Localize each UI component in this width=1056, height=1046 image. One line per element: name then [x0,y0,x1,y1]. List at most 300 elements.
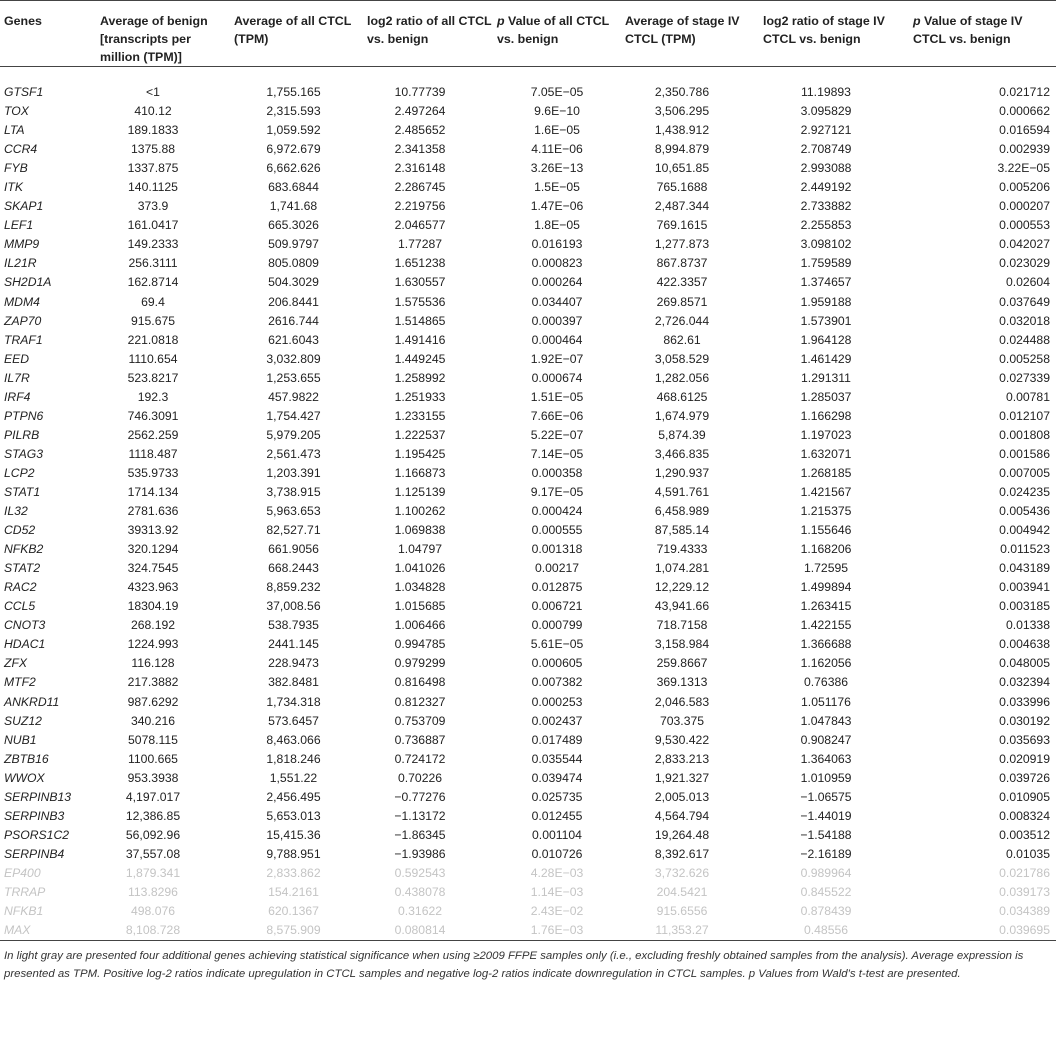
avg-benign-cell: 1118.487 [128,446,178,461]
log2-stage-iv-cell: 2.708749 [800,142,852,157]
avg-stage-iv-cell: 718.7158 [656,618,708,633]
p-stage-iv-cell: 0.004942 [999,523,1050,538]
p-all-cell: 0.000253 [531,694,583,709]
avg-all-ctcl-cell: 1,818.246 [266,751,321,766]
p-all-cell: 5.22E−07 [530,427,584,442]
p-stage-iv-cell: 0.003941 [999,580,1050,595]
p-all-cell: 0.000555 [531,523,583,538]
avg-benign-cell: 1,879.341 [125,865,181,880]
p-all-cell: 1.92E−07 [530,351,584,366]
log2-all-cell: 1.195425 [394,446,446,461]
log2-all-cell: 0.753709 [394,713,446,728]
avg-stage-iv-cell: 2,726.044 [654,313,710,328]
log2-all-cell: 1.491416 [394,332,446,347]
log2-stage-iv-cell: 0.48556 [803,923,849,938]
avg-all-ctcl-cell: 82,527.71 [266,523,321,538]
avg-stage-iv-cell: 2,487.344 [654,199,710,214]
table-header [0,1,1056,67]
log2-all-cell: 1.651238 [394,256,446,271]
avg-all-ctcl-cell: 37,008.56 [266,599,321,614]
log2-stage-iv-cell: −2.16189 [800,846,852,861]
avg-stage-iv-cell: 3,466.835 [654,446,710,461]
log2-all-cell: 0.994785 [394,637,446,652]
log2-stage-iv-cell: 2.993088 [800,161,852,176]
log2-all-cell: 1.251933 [394,389,446,404]
p-all-cell: 9.17E−05 [530,485,584,499]
p-stage-iv-cell: 0.004638 [999,637,1050,652]
avg-all-ctcl-cell: 661.9056 [268,542,319,557]
avg-benign-cell: 162.8714 [127,275,179,290]
gene-name-cell: MMP9 [4,237,40,252]
avg-all-ctcl-cell: 2616.744 [268,313,319,328]
gray-table-row [0,921,1056,941]
p-stage-iv-cell: 0.030192 [999,713,1050,728]
p-all-cell: 0.002437 [531,713,583,728]
avg-all-ctcl-cell: 2,561.473 [266,446,321,461]
avg-all-ctcl-cell: 5,963.653 [266,504,321,519]
p-all-cell: 4.11E−06 [531,142,583,157]
p-stage-iv-cell: 0.021712 [999,85,1050,100]
p-all-cell: 0.039474 [531,770,583,785]
log2-stage-iv-cell: 3.098102 [800,237,852,252]
avg-stage-iv-cell: 867.8737 [656,256,708,271]
p-all-cell: 0.012455 [531,808,583,823]
table-row [0,254,1056,273]
table-row [0,788,1056,807]
header-avg-stage-iv: Average of stage IV CTCL (TPM) [625,14,740,46]
log2-all-cell: 1.449245 [394,351,446,366]
table-row [0,388,1056,407]
gene-name-cell: EED [4,351,30,366]
avg-all-ctcl-cell: 1,551.22 [269,770,318,785]
log2-stage-iv-cell: −1.44019 [800,808,852,823]
gene-name-cell: SERPINB4 [4,846,65,861]
gene-name-cell: LCP2 [4,465,35,480]
table-row [0,159,1056,178]
avg-stage-iv-cell: 703.375 [659,713,705,728]
log2-stage-iv-cell: 1.72595 [803,561,849,576]
p-stage-iv-cell: 0.01035 [1005,846,1050,861]
avg-stage-iv-cell: 9,530.422 [654,732,710,747]
avg-stage-iv-cell: 259.8667 [656,656,708,671]
p-stage-iv-cell: 0.000553 [999,218,1050,233]
log2-stage-iv-cell: 1.759589 [800,256,852,271]
gene-name-cell: STAG3 [4,446,44,461]
avg-all-ctcl-cell: 621.6043 [268,332,319,347]
log2-all-cell: 10.77739 [394,85,446,100]
log2-all-cell: 0.816498 [394,675,446,690]
gene-name-cell: IL32 [4,504,28,519]
p-all-cell: 0.000264 [531,275,583,290]
p-all-cell: 0.000424 [531,504,583,519]
log2-all-cell: 2.341358 [394,142,446,157]
avg-stage-iv-cell: 2,046.583 [654,694,710,709]
log2-stage-iv-cell: −1.54188 [800,827,852,842]
log2-stage-iv-cell: 1.155646 [800,523,852,538]
p-all-cell: 0.000358 [531,465,583,480]
table-row [0,140,1056,159]
avg-benign-cell: 39313.92 [127,523,179,538]
header-p-all-rest: Value of all CTCL vs. benign [497,14,610,46]
log2-all-cell: 2.046577 [394,218,446,233]
avg-stage-iv-cell: 4,591.761 [654,485,710,499]
avg-stage-iv-cell: 87,585.14 [654,523,710,538]
log2-all-cell: 0.812327 [394,694,446,709]
table-row [0,693,1056,712]
table-row [0,807,1056,826]
avg-benign-cell: 56,092.96 [125,827,181,842]
avg-stage-iv-cell: 5,874.39 [658,427,706,442]
avg-benign-cell: 953.3938 [127,770,179,785]
p-stage-iv-cell: 0.002939 [999,142,1050,157]
avg-stage-iv-cell: 2,350.786 [654,85,710,100]
table-row [0,845,1056,864]
log2-stage-iv-cell: 0.76386 [803,675,849,690]
p-stage-iv-cell: 0.001586 [999,446,1050,461]
table-row [0,673,1056,692]
p-stage-iv-cell: 0.033996 [999,694,1050,709]
log2-stage-iv-cell: −1.06575 [800,789,852,804]
table-row [0,521,1056,540]
avg-stage-iv-cell: 3,058.529 [654,351,710,366]
log2-all-cell: −0.77276 [394,789,446,804]
table-body [0,67,1056,941]
avg-all-ctcl-cell: 683.6844 [268,180,319,195]
table-row [0,635,1056,654]
avg-benign-cell: 116.128 [131,656,175,671]
avg-benign-cell: 1110.654 [128,351,178,366]
p-stage-iv-cell: 0.024488 [999,332,1050,347]
gene-name-cell: PTPN6 [4,408,44,423]
gene-name-cell: ZAP70 [4,313,42,328]
log2-stage-iv-cell: 1.461429 [800,351,852,366]
p-all-cell: 0.001318 [531,542,583,557]
log2-all-cell: 1.100262 [394,504,446,519]
avg-all-ctcl-cell: 573.6457 [268,713,319,728]
avg-stage-iv-cell: 4,564.794 [654,808,710,823]
log2-all-cell: 0.080814 [394,923,446,938]
gene-name-cell: SERPINB3 [4,808,65,823]
gene-name-cell: MDM4 [4,294,40,309]
log2-stage-iv-cell: 1.162056 [800,656,852,671]
p-stage-iv-cell: 0.007005 [999,465,1050,480]
gene-name-cell: TRRAP [4,884,46,899]
p-stage-iv-cell: 0.037649 [999,294,1050,309]
gene-name-cell: NFKB1 [4,904,44,919]
gene-name-cell: LEF1 [4,218,34,233]
table-row [0,578,1056,597]
p-all-cell: 5.61E−05 [530,637,584,652]
gene-name-cell: CNOT3 [4,618,46,633]
p-all-cell: 0.000799 [531,618,583,633]
header-log2-stage-iv: log2 ratio of stage IV CTCL vs. benign [763,14,885,46]
avg-all-ctcl-cell: 1,755.165 [266,85,321,100]
header-log2-all: log2 ratio of all CTCL vs. benign [367,14,492,46]
log2-all-cell: 1.233155 [394,408,446,423]
gene-name-cell: ITK [4,180,23,195]
p-stage-iv-cell: 0.005206 [999,180,1050,195]
gene-name-cell: IL21R [4,256,37,271]
avg-all-ctcl-cell: 2,833.862 [266,865,321,880]
p-all-cell: 0.034407 [531,294,583,309]
gene-name-cell: FYB [4,161,28,176]
gene-name-cell: STAT1 [4,485,41,499]
avg-benign-cell: 410.12 [134,104,172,119]
gene-name-cell: EP400 [4,865,41,880]
log2-stage-iv-cell: 1.168206 [800,542,852,557]
p-all-cell: 0.000674 [531,370,583,385]
log2-stage-iv-cell: 1.959188 [800,294,852,309]
log2-stage-iv-cell: 1.051176 [801,694,851,709]
header-genes: Genes [4,14,42,28]
avg-all-ctcl-cell: 1,741.68 [269,199,318,214]
table-row [0,502,1056,521]
log2-stage-iv-cell: 1.215375 [800,504,852,519]
avg-benign-cell: 1714.134 [127,485,179,499]
p-all-cell: 9.6E−10 [534,104,580,119]
header-p-all-italic: p [497,14,505,28]
log2-stage-iv-cell: 1.374657 [800,275,852,290]
avg-benign-cell: 1337.875 [127,161,179,176]
gene-name-cell: CCL5 [4,599,36,614]
log2-all-cell: 1.006466 [394,618,446,633]
gene-name-cell: ZFX [4,656,28,671]
avg-stage-iv-cell: 3,732.626 [654,865,710,880]
log2-all-cell: 1.166873 [394,465,446,480]
gray-table-row [0,864,1056,883]
log2-all-cell: 1.125139 [394,485,446,499]
avg-all-ctcl-cell: 805.0809 [268,256,319,271]
avg-all-ctcl-cell: 2,315.593 [266,104,321,119]
avg-all-ctcl-cell: 154.2161 [268,884,319,899]
p-stage-iv-cell: 0.024235 [999,485,1050,499]
avg-stage-iv-cell: 3,158.984 [654,637,710,652]
avg-benign-cell: 523.8217 [127,370,179,385]
avg-benign-cell: 12,386.85 [125,808,181,823]
log2-all-cell: 1.041026 [394,561,446,576]
log2-stage-iv-cell: 1.197023 [800,427,852,442]
avg-stage-iv-cell: 1,438.912 [654,123,710,138]
log2-all-cell: 2.219756 [394,199,446,214]
avg-stage-iv-cell: 765.1688 [656,180,708,195]
avg-benign-cell: 192.3 [137,389,169,404]
log2-stage-iv-cell: 0.845522 [800,884,852,899]
p-all-cell: 7.05E−05 [530,85,584,100]
avg-all-ctcl-cell: 3,032.809 [266,351,321,366]
avg-benign-cell: 1375.88 [130,142,176,157]
gene-name-cell: SERPINB13 [4,789,72,804]
log2-all-cell: 1.069838 [394,523,446,538]
gene-name-cell: TRAF1 [4,332,43,347]
p-all-cell: 0.000823 [531,256,583,271]
log2-all-cell: 1.77287 [397,237,443,252]
gene-name-cell: SH2D1A [4,275,52,290]
table-row [0,235,1056,254]
avg-benign-cell: 256.3111 [128,256,178,271]
avg-all-ctcl-cell: 668.2443 [268,561,319,576]
avg-all-ctcl-cell: 2,456.495 [266,789,321,804]
table-row [0,312,1056,331]
avg-all-ctcl-cell: 665.3026 [268,218,319,233]
p-stage-iv-cell: 0.000207 [999,199,1050,214]
avg-all-ctcl-cell: 1,734.318 [266,694,321,709]
gene-name-cell: ZBTB16 [4,751,49,766]
log2-stage-iv-cell: 1.263415 [800,599,852,614]
table-row [0,102,1056,121]
p-stage-iv-cell: 0.016594 [999,123,1050,138]
avg-stage-iv-cell: 12,229.12 [654,580,710,595]
log2-all-cell: 0.592543 [394,865,446,880]
p-all-cell: 1.8E−05 [534,218,580,233]
gene-name-cell: LTA [4,123,25,138]
p-all-cell: 0.000605 [531,656,583,671]
avg-benign-cell: 149.2333 [127,237,179,252]
table-row [0,464,1056,483]
log2-stage-iv-cell: 0.989964 [800,865,852,880]
log2-all-cell: 0.724172 [394,751,446,766]
avg-stage-iv-cell: 369.1313 [656,675,708,690]
gene-name-cell: NUB1 [4,732,37,747]
p-stage-iv-cell: 0.027339 [999,370,1050,385]
avg-benign-cell: 140.1125 [128,180,178,195]
avg-all-ctcl-cell: 228.9473 [268,656,319,671]
log2-all-cell: 1.630557 [394,275,446,290]
gray-table-row [0,883,1056,902]
avg-benign-cell: 340.216 [130,713,176,728]
p-all-cell: 0.017489 [531,732,583,747]
gene-name-cell: SUZ12 [4,713,42,728]
avg-stage-iv-cell: 915.6556 [656,904,708,919]
avg-all-ctcl-cell: 1,253.655 [266,370,321,385]
log2-all-cell: −1.13172 [394,808,446,823]
table-footnote: In light gray are presented four additional genes achieving statistical significance when using ≥2009 FFPE samples only (i.e., excluding freshly obtained samples from the analysis). Average expression is presented as TPM. Positive log-2 ratios indicate upregulation in CTCL samples and negative log-2 ratios indicate downregulation in CTCL samples. p Values from Wald’s t-test are presented. [4,950,1024,981]
p-stage-iv-cell: 0.01338 [1005,618,1050,633]
avg-all-ctcl-cell: 5,653.013 [266,808,321,823]
p-all-cell: 1.51E−05 [530,389,584,404]
avg-all-ctcl-cell: 2441.145 [268,637,319,652]
log2-stage-iv-cell: 1.632071 [800,446,852,461]
avg-benign-cell: 498.076 [130,904,176,919]
avg-stage-iv-cell: 8,994.879 [654,142,710,157]
p-all-cell: 1.5E−05 [534,180,580,195]
p-stage-iv-cell: 0.043189 [999,561,1050,576]
avg-benign-cell: 2781.636 [127,504,179,519]
log2-stage-iv-cell: 11.19893 [801,85,851,100]
avg-all-ctcl-cell: 382.8481 [268,675,319,690]
avg-stage-iv-cell: 10,651.85 [654,161,710,176]
log2-stage-iv-cell: 1.047843 [800,713,852,728]
avg-benign-cell: 113.8296 [128,884,178,899]
gray-table-row [0,902,1056,921]
avg-benign-cell: 4323.963 [127,580,179,595]
avg-all-ctcl-cell: 1,059.592 [266,123,321,138]
p-stage-iv-cell: 0.023029 [999,256,1050,271]
table-row [0,369,1056,388]
p-all-cell: 0.006721 [531,599,583,614]
log2-all-cell: 1.04797 [397,542,443,557]
avg-stage-iv-cell: 1,282.056 [654,370,710,385]
p-all-cell: 0.000464 [531,332,583,347]
table-row [0,559,1056,578]
table-row [0,540,1056,559]
log2-stage-iv-cell: 2.449192 [800,180,852,195]
avg-stage-iv-cell: 204.5421 [656,884,708,899]
log2-stage-iv-cell: 1.366688 [800,637,852,652]
p-all-cell: 4.28E−03 [530,865,584,880]
p-all-cell: 0.001104 [532,827,582,842]
avg-stage-iv-cell: 2,005.013 [654,789,710,804]
p-all-cell: 7.14E−05 [530,446,584,461]
gene-name-cell: NFKB2 [4,542,44,557]
p-stage-iv-cell: 0.000662 [999,104,1050,119]
log2-all-cell: 0.70226 [397,770,443,785]
p-stage-iv-cell: 0.005258 [999,351,1050,366]
avg-benign-cell: 535.9733 [127,465,179,480]
table-row [0,616,1056,635]
log2-stage-iv-cell: 1.422155 [800,618,852,633]
avg-stage-iv-cell: 468.6125 [656,389,708,404]
avg-stage-iv-cell: 3,506.295 [654,104,710,119]
avg-stage-iv-cell: 2,833.213 [654,751,710,766]
avg-benign-cell: 1224.993 [127,637,179,652]
p-stage-iv-cell: 0.011523 [1000,542,1050,557]
log2-all-cell: 2.497264 [394,104,446,119]
avg-benign-cell: 37,557.08 [125,846,181,861]
p-stage-iv-cell: 0.034389 [999,904,1050,919]
avg-benign-cell: 8,108.728 [125,923,181,938]
log2-all-cell: 1.034828 [394,580,446,595]
gene-name-cell: MAX [4,923,31,938]
log2-stage-iv-cell: 1.573901 [800,313,852,328]
gene-name-cell: HDAC1 [4,637,46,652]
avg-all-ctcl-cell: 6,972.679 [266,142,321,157]
table-row [0,350,1056,369]
log2-all-cell: 2.485652 [394,123,446,138]
avg-benign-cell: 268.192 [130,618,176,633]
avg-all-ctcl-cell: 8,575.909 [266,923,321,938]
log2-all-cell: 1.575536 [394,294,446,309]
p-all-cell: 2.43E−02 [530,904,584,919]
avg-all-ctcl-cell: 620.1367 [268,904,319,919]
avg-all-ctcl-cell: 538.7935 [268,618,319,633]
table-row [0,216,1056,235]
table-row [0,483,1056,502]
gene-name-cell: PILRB [4,427,40,442]
p-stage-iv-cell: 0.032018 [999,313,1050,328]
p-all-cell: 0.025735 [531,789,583,804]
p-all-cell: 7.66E−06 [530,408,584,423]
log2-stage-iv-cell: 1.499894 [800,580,852,595]
gene-name-cell: CD52 [4,523,36,538]
avg-all-ctcl-cell: 8,463.066 [266,732,321,747]
p-all-cell: 0.000397 [531,313,583,328]
p-stage-iv-cell: 0.039695 [999,923,1050,938]
p-all-cell: 0.016193 [531,237,583,252]
p-all-cell: 0.012875 [531,580,583,595]
header-avg-benign: Average of benign [transcripts per million (TPM)] [100,14,208,64]
log2-all-cell: −1.93986 [394,846,446,861]
avg-benign-cell: 2562.259 [127,427,179,442]
table-row [0,197,1056,216]
avg-all-ctcl-cell: 3,738.915 [266,485,321,499]
table-row [0,597,1056,616]
avg-benign-cell: 915.675 [130,313,176,328]
avg-benign-cell: 4,197.017 [125,789,181,804]
table-row [0,83,1056,102]
log2-stage-iv-cell: 1.291311 [801,370,851,385]
gene-name-cell: ANKRD11 [4,694,60,709]
p-stage-iv-cell: 0.012107 [999,408,1050,423]
